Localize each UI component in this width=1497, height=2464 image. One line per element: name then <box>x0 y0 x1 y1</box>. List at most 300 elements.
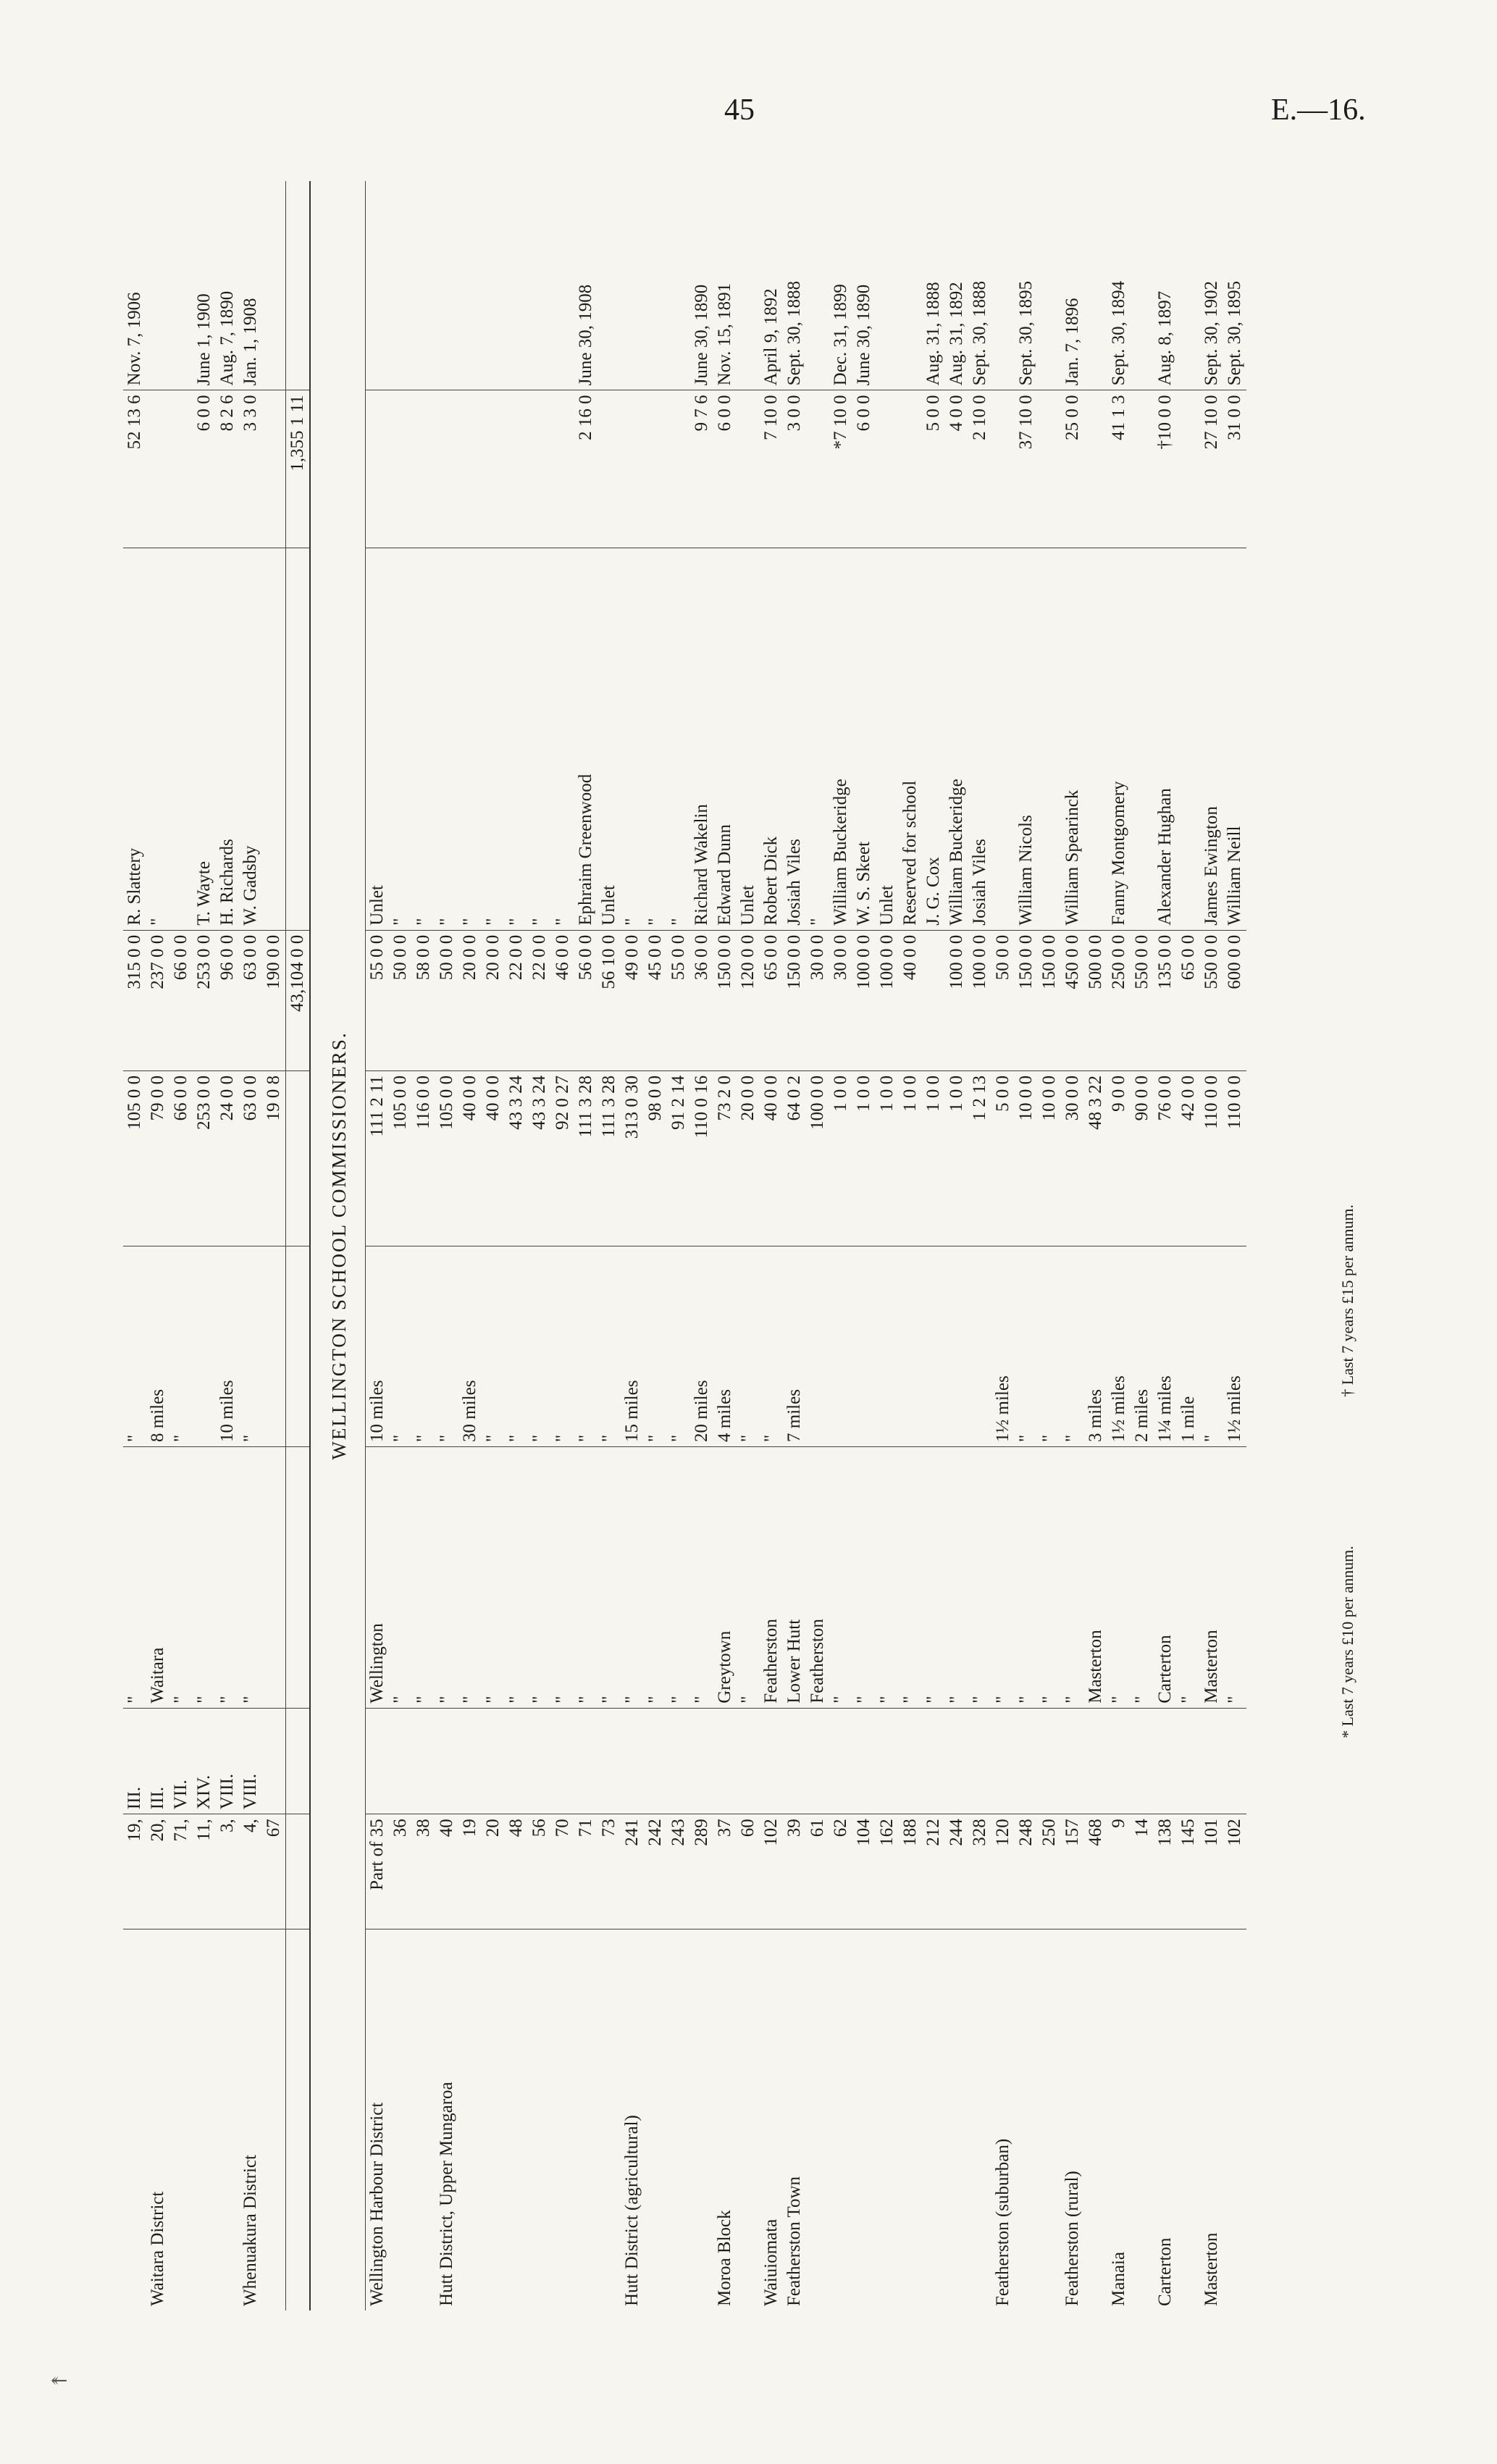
table-row <box>945 181 968 2310</box>
district-cell <box>968 1929 991 2310</box>
town-cell: " <box>899 1446 922 1708</box>
date-cell <box>146 181 169 390</box>
value-cell: 150 0 0 <box>1038 930 1061 1070</box>
section-cell: 250 <box>1038 1814 1061 1929</box>
area-cell: 105 0 0 <box>123 1070 146 1246</box>
area-cell: 43 3 24 <box>528 1070 551 1246</box>
distance-cell <box>829 1246 852 1446</box>
section-cell: 19 <box>458 1814 482 1929</box>
district-cell: Hutt District, Upper Mungaroa <box>436 2082 456 2306</box>
district-cell <box>1177 1929 1200 2310</box>
rent-cell: 41 1 3 <box>1107 390 1131 548</box>
date-cell: Sept. 30, 1902 <box>1200 181 1223 390</box>
rent-cell: 6 0 0 <box>193 390 216 548</box>
distance-cell <box>945 1246 968 1446</box>
margin-mark: ↞ <box>51 2370 68 2392</box>
district-cell <box>1223 1929 1246 2310</box>
block-cell <box>435 1708 458 1814</box>
section-cell: 39 <box>783 1814 806 1929</box>
section-cell: 70 <box>551 1814 574 1929</box>
section-cell: 328 <box>968 1814 991 1929</box>
district-cell <box>876 1929 899 2310</box>
town-cell: " <box>123 1446 146 1708</box>
rent-cell <box>1177 390 1200 548</box>
town-cell: Masterton <box>1084 1446 1107 1708</box>
tenant-cell: Unlet <box>597 548 621 931</box>
block-cell <box>1038 1708 1061 1814</box>
section-cell: 20, <box>146 1814 169 1929</box>
town-cell: Lower Hutt <box>783 1446 806 1708</box>
date-cell: June 30, 1890 <box>852 181 876 390</box>
distance-cell: " <box>551 1246 574 1446</box>
block-cell <box>829 1708 852 1814</box>
table-row <box>412 181 435 2310</box>
section-cell: 48 <box>505 1814 528 1929</box>
tenant-cell: William Spearinck <box>1061 548 1084 931</box>
date-cell: June 30, 1908 <box>574 181 597 390</box>
area-cell: 1 0 0 <box>876 1070 899 1246</box>
value-cell: 56 0 0 <box>574 930 597 1070</box>
town-cell: " <box>737 1446 760 1708</box>
date-cell <box>621 181 644 390</box>
distance-cell <box>922 1246 945 1446</box>
value-cell: 30 0 0 <box>806 930 829 1070</box>
value-cell: 56 10 0 <box>597 930 621 1070</box>
tenant-cell: J. G. Cox <box>922 548 945 931</box>
tenant-cell: " <box>146 548 169 931</box>
distance-cell: " <box>169 1246 193 1446</box>
table-row <box>146 181 169 2310</box>
tenant-cell: H. Richards <box>216 548 239 931</box>
area-cell: 79 0 0 <box>146 1070 169 1246</box>
total-value: 43,104 0 0 <box>286 930 311 1070</box>
rent-cell: 27 10 0 <box>1200 390 1223 548</box>
value-cell: 150 0 0 <box>1015 930 1038 1070</box>
table-row <box>216 181 239 2310</box>
distance-cell: 8 miles <box>146 1246 169 1446</box>
town-cell: " <box>505 1446 528 1708</box>
distance-cell: 1 mile <box>1177 1246 1200 1446</box>
tenant-cell <box>1084 548 1107 931</box>
block-cell <box>968 1708 991 1814</box>
rent-cell: 37 10 0 <box>1015 390 1038 548</box>
distance-cell: 30 miles <box>458 1246 482 1446</box>
value-cell: 50 0 0 <box>435 930 458 1070</box>
section-cell: 71, <box>169 1814 193 1929</box>
block-cell <box>876 1708 899 1814</box>
date-cell: Jan. 1, 1908 <box>239 181 262 390</box>
value-cell: 120 0 0 <box>737 930 760 1070</box>
area-cell: 30 0 0 <box>1061 1070 1084 1246</box>
block-cell <box>1200 1708 1223 1814</box>
town-cell: " <box>644 1446 667 1708</box>
distance-cell: 3 miles <box>1084 1246 1107 1446</box>
area-cell: 64 0 2 <box>783 1070 806 1246</box>
value-cell: 50 0 0 <box>389 930 412 1070</box>
distance-cell: " <box>597 1246 621 1446</box>
rent-cell <box>146 390 169 548</box>
tenant-cell: " <box>505 548 528 931</box>
district-cell <box>389 1929 412 2310</box>
value-cell: 100 0 0 <box>876 930 899 1070</box>
section-header <box>310 181 365 2310</box>
commissioners-rows <box>365 181 1246 2310</box>
area-cell: 1 0 0 <box>829 1070 852 1246</box>
tenant-cell: Fanny Montgomery <box>1107 548 1131 931</box>
section-cell: 104 <box>852 1814 876 1929</box>
town-cell: Featherston <box>760 1446 783 1708</box>
area-cell: 42 0 0 <box>1177 1070 1200 1246</box>
rent-cell <box>505 390 528 548</box>
block-cell <box>783 1708 806 1814</box>
table-row <box>783 181 806 2310</box>
area-cell: 253 0 0 <box>193 1070 216 1246</box>
distance-cell: " <box>644 1246 667 1446</box>
town-cell: Carterton <box>1154 1446 1177 1708</box>
tenant-cell: William Buckeridge <box>945 548 968 931</box>
table-row <box>169 181 193 2310</box>
tenant-cell: William Buckeridge <box>829 548 852 931</box>
rent-cell: 6 0 0 <box>713 390 737 548</box>
table-row <box>829 181 852 2310</box>
block-cell: III. <box>123 1708 146 1814</box>
date-cell <box>551 181 574 390</box>
district-cell <box>412 1929 435 2310</box>
area-cell: 100 0 0 <box>806 1070 829 1246</box>
area-cell: 9 0 0 <box>1107 1070 1131 1246</box>
rent-cell: 4 0 0 <box>945 390 968 548</box>
town-cell: " <box>1177 1446 1200 1708</box>
district-cell <box>597 1929 621 2310</box>
block-cell: III. <box>146 1708 169 1814</box>
tenant-cell <box>991 548 1015 931</box>
table-row <box>193 181 216 2310</box>
tenant-cell <box>1038 548 1061 931</box>
district-cell <box>193 1929 216 2310</box>
block-cell <box>389 1708 412 1814</box>
town-cell: " <box>991 1446 1015 1708</box>
tenant-cell: Josiah Viles <box>968 548 991 931</box>
table-row <box>123 181 146 2310</box>
district-cell <box>690 1929 713 2310</box>
value-cell: 550 0 0 <box>1200 930 1223 1070</box>
value-cell: 190 0 0 <box>262 930 286 1070</box>
value-cell: 20 0 0 <box>458 930 482 1070</box>
distance-cell: " <box>482 1246 505 1446</box>
tenant-cell: " <box>528 548 551 931</box>
table-row <box>597 181 621 2310</box>
block-cell <box>365 1708 389 1814</box>
area-cell: 105 0 0 <box>435 1070 458 1246</box>
section-cell: 60 <box>737 1814 760 1929</box>
area-cell: 5 0 0 <box>991 1070 1015 1246</box>
section-title: WELLINGTON SCHOOL COMMISSIONERS. <box>310 181 365 2310</box>
district-cell <box>899 1929 922 2310</box>
distance-cell: " <box>1200 1246 1223 1446</box>
date-cell: April 9, 1892 <box>760 181 783 390</box>
tenant-cell: " <box>458 548 482 931</box>
town-cell: " <box>1015 1446 1038 1708</box>
area-cell: 116 0 0 <box>412 1070 435 1246</box>
tenant-cell: " <box>551 548 574 931</box>
date-cell <box>365 181 389 390</box>
table-row <box>1015 181 1038 2310</box>
date-cell: June 1, 1900 <box>193 181 216 390</box>
distance-cell: 10 miles <box>216 1246 239 1446</box>
block-cell <box>1084 1708 1107 1814</box>
table-row <box>574 181 597 2310</box>
district-cell: Whenuakura District <box>240 2155 260 2306</box>
distance-cell: " <box>1061 1246 1084 1446</box>
block-cell <box>621 1708 644 1814</box>
tenant-cell: T. Wayte <box>193 548 216 931</box>
date-cell <box>644 181 667 390</box>
distance-cell: " <box>667 1246 690 1446</box>
value-cell: 46 0 0 <box>551 930 574 1070</box>
rent-cell: 2 16 0 <box>574 390 597 548</box>
town-cell: " <box>1107 1446 1131 1708</box>
rent-cell <box>435 390 458 548</box>
date-cell: Sept. 30, 1895 <box>1223 181 1246 390</box>
district-cell: Featherston Town <box>784 2176 804 2306</box>
rent-cell <box>262 390 286 548</box>
town-cell: " <box>922 1446 945 1708</box>
table-row <box>991 181 1015 2310</box>
town-cell: " <box>389 1446 412 1708</box>
area-cell: 40 0 0 <box>760 1070 783 1246</box>
value-cell: 315 0 0 <box>123 930 146 1070</box>
distance-cell: 1½ miles <box>1223 1246 1246 1446</box>
section-cell: 37 <box>713 1814 737 1929</box>
date-cell <box>412 181 435 390</box>
town-cell: " <box>458 1446 482 1708</box>
block-cell <box>1107 1708 1131 1814</box>
table-row <box>1084 181 1107 2310</box>
rent-cell: 2 10 0 <box>968 390 991 548</box>
block-cell <box>806 1708 829 1814</box>
value-cell: 600 0 0 <box>1223 930 1246 1070</box>
tenant-cell: Unlet <box>737 548 760 931</box>
section-cell: 162 <box>876 1814 899 1929</box>
reserves-table <box>123 181 1246 2310</box>
date-cell <box>262 181 286 390</box>
rent-cell: 7 10 0 <box>760 390 783 548</box>
town-cell: " <box>968 1446 991 1708</box>
district-cell: Featherston (rural) <box>1062 2171 1082 2306</box>
area-cell: 110 0 16 <box>690 1070 713 1246</box>
tenant-cell: " <box>644 548 667 931</box>
tenant-cell: Unlet <box>876 548 899 931</box>
date-cell <box>505 181 528 390</box>
area-cell: 40 0 0 <box>458 1070 482 1246</box>
rent-cell: 3 0 0 <box>783 390 806 548</box>
town-cell <box>262 1446 286 1708</box>
date-cell: Nov. 7, 1906 <box>123 181 146 390</box>
table-row <box>365 181 389 2310</box>
value-cell: 96 0 0 <box>216 930 239 1070</box>
block-cell: XIV. <box>193 1708 216 1814</box>
area-cell: 92 0 27 <box>551 1070 574 1246</box>
table-row <box>262 181 286 2310</box>
district-cell <box>574 1929 597 2310</box>
area-cell: 19 0 8 <box>262 1070 286 1246</box>
block-cell <box>667 1708 690 1814</box>
block-cell <box>412 1708 435 1814</box>
rent-cell <box>458 390 482 548</box>
area-cell: 63 0 0 <box>239 1070 262 1246</box>
section-cell: 145 <box>1177 1814 1200 1929</box>
distance-cell: " <box>1038 1246 1061 1446</box>
block-cell <box>1154 1708 1177 1814</box>
district-cell <box>262 1929 286 2310</box>
town-cell: Waitara <box>146 1446 169 1708</box>
block-cell <box>482 1708 505 1814</box>
section-cell: 101 <box>1200 1814 1223 1929</box>
town-cell: " <box>574 1446 597 1708</box>
distance-cell: 4 miles <box>713 1246 737 1446</box>
distance-cell <box>262 1246 286 1446</box>
total-rent: 1,355 1 11 <box>286 390 311 548</box>
date-cell <box>1038 181 1061 390</box>
table-row <box>1061 181 1084 2310</box>
section-cell: 38 <box>412 1814 435 1929</box>
town-cell: " <box>169 1446 193 1708</box>
tenant-cell: Unlet <box>365 548 389 931</box>
rent-cell: 52 13 6 <box>123 390 146 548</box>
area-cell: 73 2 0 <box>713 1070 737 1246</box>
date-cell <box>169 181 193 390</box>
footnote-star: * Last 7 years £10 per annum. <box>1338 1546 1356 1738</box>
town-cell: " <box>482 1446 505 1708</box>
value-cell: 45 0 0 <box>644 930 667 1070</box>
rent-cell <box>1131 390 1154 548</box>
tenant-cell: " <box>482 548 505 931</box>
town-cell: " <box>435 1446 458 1708</box>
rent-cell: 9 7 6 <box>690 390 713 548</box>
rent-cell <box>991 390 1015 548</box>
district-cell <box>922 1929 945 2310</box>
district-cell <box>945 1929 968 2310</box>
block-cell <box>922 1708 945 1814</box>
distance-cell: 1¼ miles <box>1154 1246 1177 1446</box>
value-cell: 150 0 0 <box>713 930 737 1070</box>
district-cell <box>458 1929 482 2310</box>
rent-cell <box>1038 390 1061 548</box>
distance-cell: " <box>123 1246 146 1446</box>
section-cell: 157 <box>1061 1814 1084 1929</box>
town-cell: " <box>945 1446 968 1708</box>
rent-cell <box>412 390 435 548</box>
block-cell <box>644 1708 667 1814</box>
tenant-cell: Richard Wakelin <box>690 548 713 931</box>
area-cell: 91 2 14 <box>667 1070 690 1246</box>
tenant-cell: " <box>806 548 829 931</box>
block-cell <box>690 1708 713 1814</box>
town-cell: " <box>239 1446 262 1708</box>
top-totals <box>286 181 311 2310</box>
tenant-cell: W. Gadsby <box>239 548 262 931</box>
section-cell: 248 <box>1015 1814 1038 1929</box>
table-row <box>667 181 690 2310</box>
distance-cell <box>806 1246 829 1446</box>
table-row <box>505 181 528 2310</box>
table-row <box>690 181 713 2310</box>
section-cell: 20 <box>482 1814 505 1929</box>
district-cell: Hutt District (agricultural) <box>621 2115 642 2306</box>
table-row <box>621 181 644 2310</box>
tenant-cell: " <box>389 548 412 931</box>
section-cell: 67 <box>262 1814 286 1929</box>
value-cell: 58 0 0 <box>412 930 435 1070</box>
block-cell <box>713 1708 737 1814</box>
town-cell: " <box>1061 1446 1084 1708</box>
tenant-cell: James Ewington <box>1200 548 1223 931</box>
table-row <box>922 181 945 2310</box>
block-cell <box>574 1708 597 1814</box>
tenant-cell <box>1131 548 1154 931</box>
table-row <box>852 181 876 2310</box>
distance-cell <box>968 1246 991 1446</box>
value-cell: 30 0 0 <box>829 930 852 1070</box>
town-cell: " <box>528 1446 551 1708</box>
distance-cell: " <box>412 1246 435 1446</box>
distance-cell: " <box>239 1246 262 1446</box>
town-cell: " <box>852 1446 876 1708</box>
date-cell: Sept. 30, 1894 <box>1107 181 1131 390</box>
tenant-cell: R. Slattery <box>123 548 146 931</box>
rent-cell <box>806 390 829 548</box>
district-cell <box>216 1929 239 2310</box>
date-cell: Sept. 30, 1888 <box>783 181 806 390</box>
area-cell: 48 3 22 <box>1084 1070 1107 1246</box>
district-cell <box>644 1929 667 2310</box>
section-cell: 11, <box>193 1814 216 1929</box>
table-row <box>1107 181 1131 2310</box>
value-cell: 20 0 0 <box>482 930 505 1070</box>
distance-cell: " <box>389 1246 412 1446</box>
distance-cell: " <box>505 1246 528 1446</box>
value-cell: 40 0 0 <box>899 930 922 1070</box>
district-cell <box>123 1929 146 2310</box>
block-cell <box>505 1708 528 1814</box>
date-cell: Sept. 30, 1888 <box>968 181 991 390</box>
value-cell: 450 0 0 <box>1061 930 1084 1070</box>
table-row <box>1223 181 1246 2310</box>
distance-cell <box>852 1246 876 1446</box>
date-cell: Aug. 31, 1888 <box>922 181 945 390</box>
value-cell: 36 0 0 <box>690 930 713 1070</box>
tenant-cell: Ephraim Greenwood <box>574 548 597 931</box>
rent-cell: †10 0 0 <box>1154 390 1177 548</box>
block-cell <box>945 1708 968 1814</box>
table-row <box>806 181 829 2310</box>
date-cell: Sept. 30, 1895 <box>1015 181 1038 390</box>
table-row <box>1200 181 1223 2310</box>
date-cell <box>435 181 458 390</box>
town-cell: " <box>1131 1446 1154 1708</box>
town-cell: " <box>1223 1446 1246 1708</box>
area-cell: 111 3 28 <box>597 1070 621 1246</box>
value-cell: 65 0 0 <box>1177 930 1200 1070</box>
section-cell: 4, <box>239 1814 262 1929</box>
tenant-cell: Alexander Hughan <box>1154 548 1177 931</box>
area-cell: 24 0 0 <box>216 1070 239 1246</box>
page-number: 45 <box>724 93 755 127</box>
distance-cell: " <box>435 1246 458 1446</box>
distance-cell <box>899 1246 922 1446</box>
table-row <box>1154 181 1177 2310</box>
district-cell <box>1084 1929 1107 2310</box>
